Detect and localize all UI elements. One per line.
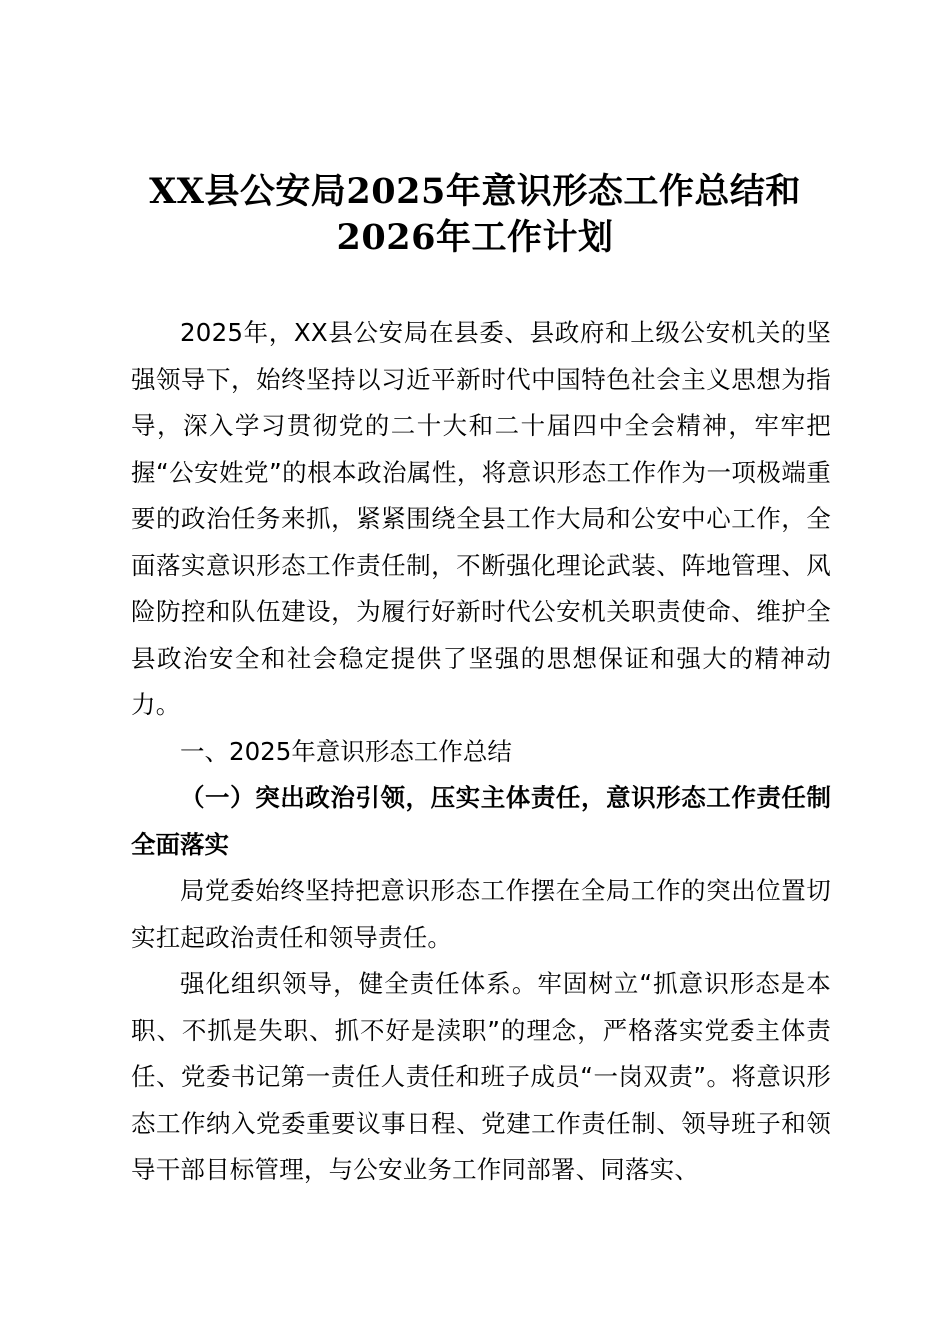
section-heading: 一、2025年意识形态工作总结	[180, 736, 512, 766]
document-title-line-1: XX县公安局2025年意识形态工作总结和	[149, 171, 801, 212]
document-title-line-2: 2026年工作计划	[336, 217, 614, 258]
subsection-heading: （一）突出政治引领，压实主体责任，意识形态工作责任制全面落实	[131, 783, 831, 859]
intro-paragraph: 2025年，XX县公安局在县委、县政府和上级公安机关的坚强领导下，始终坚持以习近平新时代中国特色社会主义思想为指导，深入学习贯彻党的二十大和二十届四中全会精神，牢牢把握“公安姓党”的根本政治属性，将意识形态工作作为一项极端重要的政治任务来抓，紧紧围绕全县工作大局和公安中心工作，全面落实意识形态工作责任制，不断强化理论武装、阵地管理、风险防控和队伍建设，为履行好新时代公安机关职责使命、维护全县政治安全和社会稳定提供了坚强的思想保证和强大的精神动力。	[131, 318, 831, 719]
body-paragraph-2: 强化组织领导，健全责任体系。牢固树立“抓意识形态是本职、不抓是失职、抓不好是渎职”的理念，严格落实党委主体责任、党委书记第一责任人责任和班子成员“一岗双责”。将意识形态工作纳入党委重要议事日程、党建工作责任制、领导班子和领导干部目标管理，与公安业务工作同部署、同落实、	[131, 969, 831, 1184]
body-paragraph-1: 局党委始终坚持把意识形态工作摆在全局工作的突出位置切实扛起政治责任和领导责任。	[131, 876, 831, 952]
document-body	[131, 310, 831, 1194]
